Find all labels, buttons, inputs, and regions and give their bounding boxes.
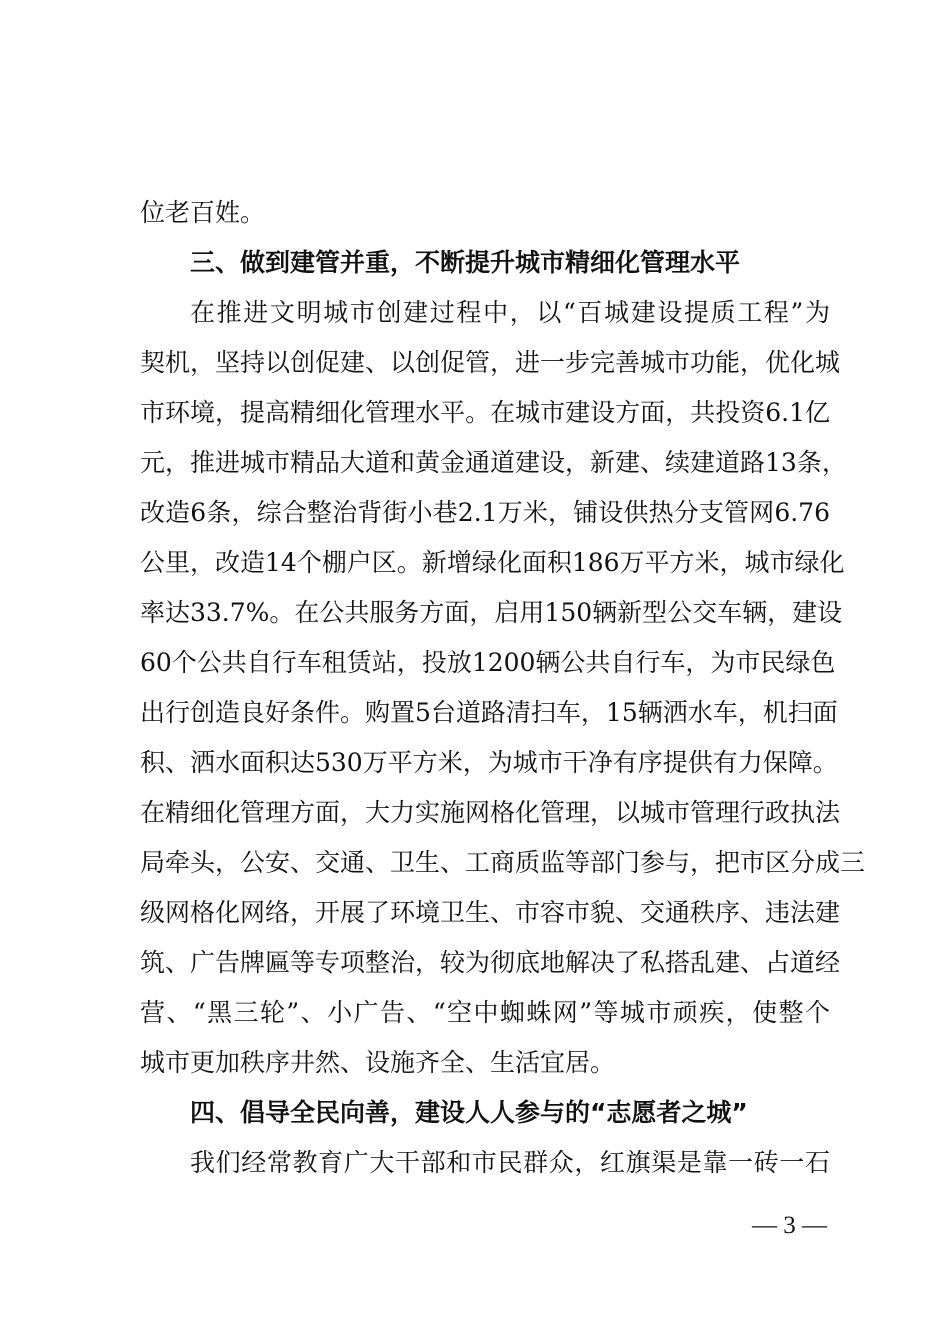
paragraph-line: 级网格化网络，开展了环境卫生、市容市貌、交通秩序、违法建 xyxy=(140,898,841,927)
paragraph-line: 在推进文明城市创建过程中，以“百城建设提质工程”为 xyxy=(190,298,830,327)
paragraph-line: 我们经常教育广大干部和市民群众，红旗渠是靠一砖一石 xyxy=(190,1148,830,1177)
paragraph-line: 位老百姓。 xyxy=(140,198,266,227)
paragraph-line: 元，推进城市精品大道和黄金通道建设，新建、续建道路13条， xyxy=(140,448,847,477)
paragraph-line: 营、“黑三轮”、小广告、“空中蜘蛛网”等城市顽疾，使整个 xyxy=(140,998,830,1027)
paragraph-line: 筑、广告牌匾等专项整治，较为彻底地解决了私搭乱建、占道经 xyxy=(140,948,841,977)
paragraph-line: 局牵头，公安、交通、卫生、工商质监等部门参与，把市区分成三 xyxy=(140,848,866,877)
paragraph-line: 城市更加秩序井然、设施齐全、生活宜居。 xyxy=(140,1048,616,1077)
paragraph-line: 契机，坚持以创促建、以创促管，进一步完善城市功能，优化城 xyxy=(140,348,841,377)
paragraph-line: 公里，改造14个棚户区。新增绿化面积186万平方米，城市绿化 xyxy=(140,548,845,577)
paragraph-line: 出行创造良好条件。购置5台道路清扫车，15辆洒水车，机扫面 xyxy=(140,698,838,727)
section-heading: 四、倡导全民向善，建设人人参与的“志愿者之城” xyxy=(190,1098,748,1127)
paragraph-line: 率达33.7%。在公共服务方面，启用150辆新型公交车辆，建设 xyxy=(140,598,843,627)
paragraph-line: 60个公共自行车租赁站，投放1200辆公共自行车，为市民绿色 xyxy=(140,648,836,677)
paragraph-line: 在精细化管理方面，大力实施网格化管理，以城市管理行政执法 xyxy=(140,798,841,827)
section-heading: 三、做到建管并重，不断提升城市精细化管理水平 xyxy=(190,248,741,277)
paragraph-line: 市环境，提高精细化管理水平。在城市建设方面，共投资6.1亿 xyxy=(140,398,830,427)
page-number: — 3 — xyxy=(752,1212,827,1239)
paragraph-line: 改造6条，综合整治背街小巷2.1万米，铺设供热分支管网6.76 xyxy=(140,498,830,527)
paragraph-line: 积、洒水面积达530万平方米，为城市干净有序提供有力保障。 xyxy=(140,748,838,777)
